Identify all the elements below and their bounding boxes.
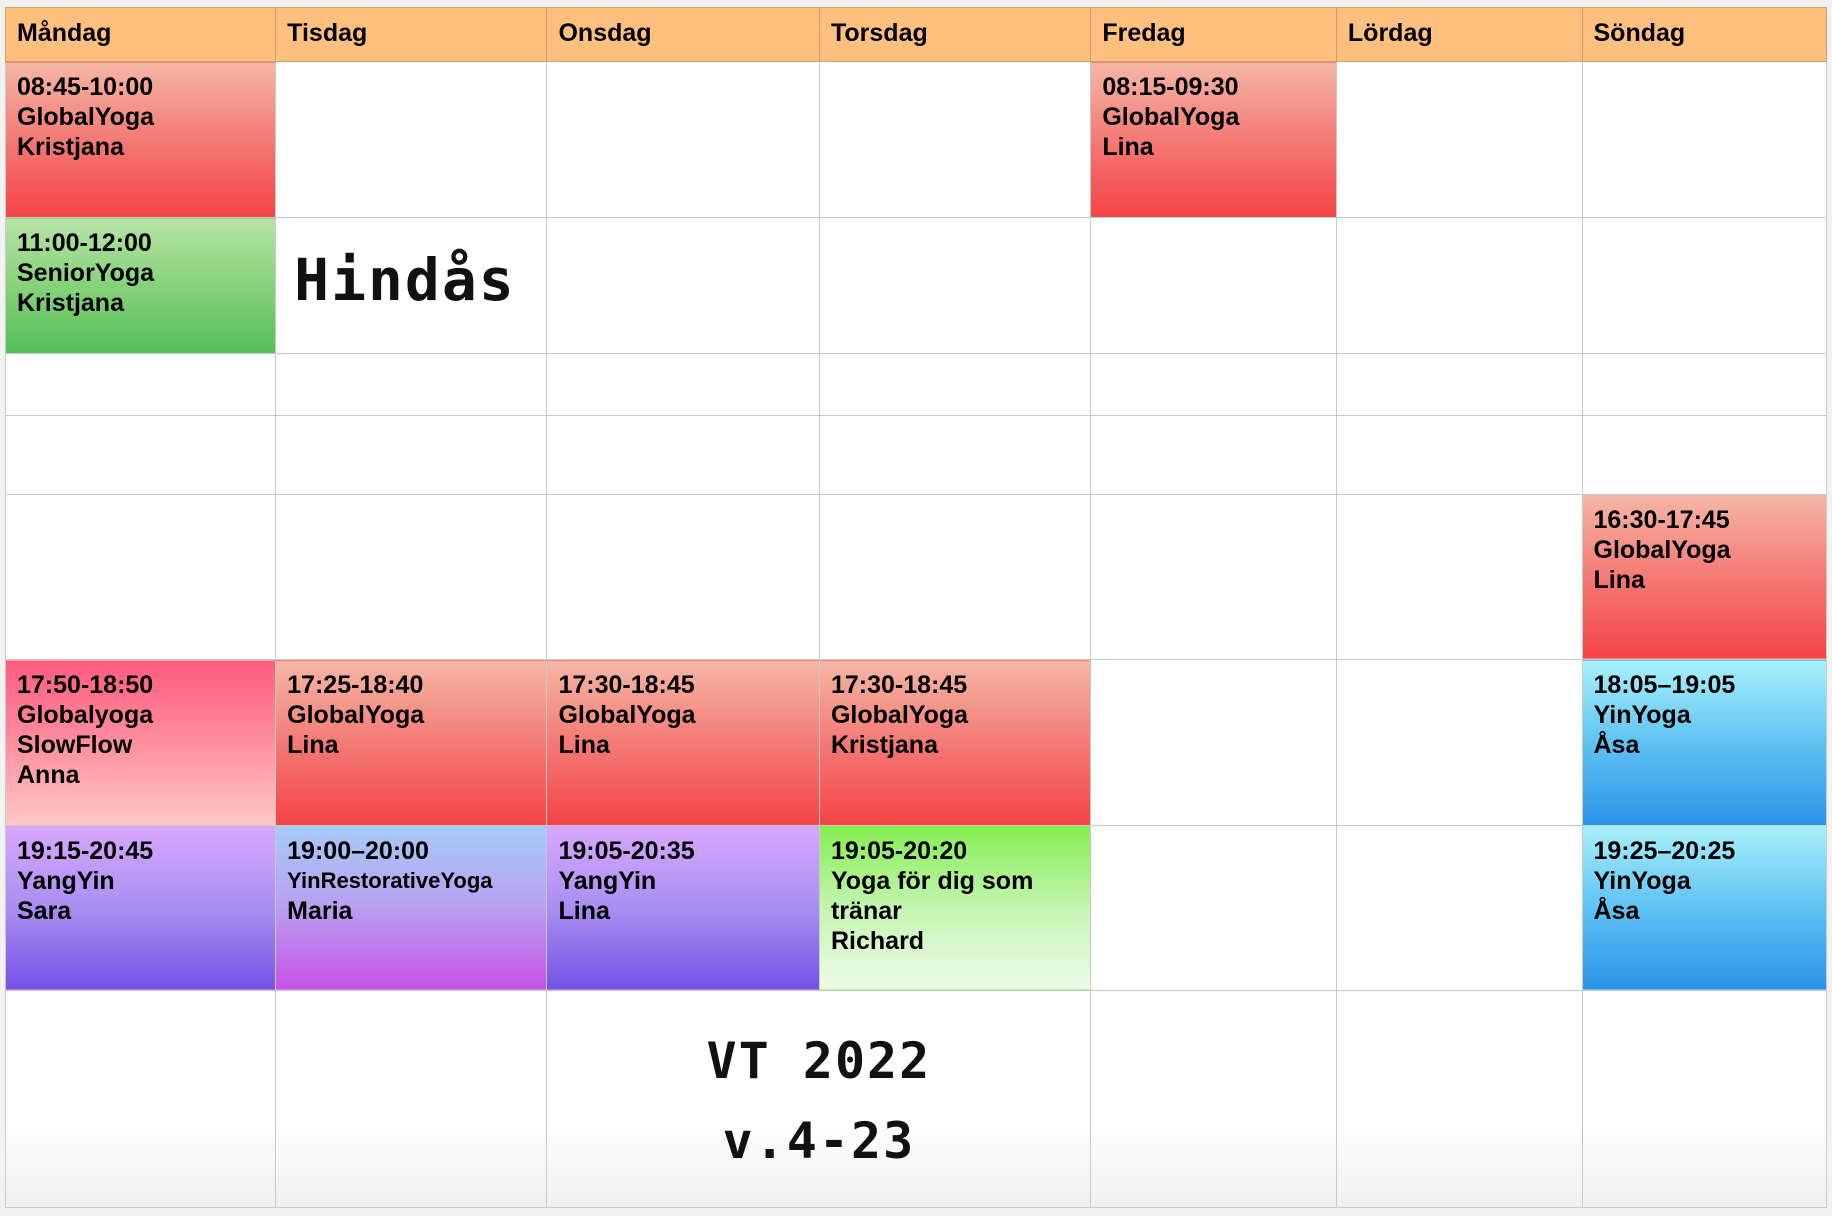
event-card <box>547 660 819 824</box>
empty-cell <box>547 494 820 659</box>
term-cell <box>547 991 1091 1208</box>
table-row <box>6 218 1827 354</box>
day-header-tuesday: Tisdag <box>276 8 547 62</box>
event-teacher: Lina <box>558 896 610 925</box>
empty-cell <box>1091 354 1337 415</box>
event-card <box>820 826 1090 990</box>
event-time: 19:05-20:35 <box>558 836 695 865</box>
empty-cell <box>819 494 1090 659</box>
empty-cell <box>6 494 276 659</box>
empty-cell <box>276 354 547 415</box>
empty-cell <box>1336 415 1582 494</box>
empty-cell <box>276 494 547 659</box>
event-time: 08:15-09:30 <box>1102 73 1239 101</box>
event-teacher: Åsa <box>1593 731 1640 760</box>
event-teacher: Kristjana <box>17 133 124 161</box>
event-teacher: Sara <box>17 896 72 925</box>
header-row <box>6 8 1827 62</box>
empty-cell <box>547 354 820 415</box>
event-name: YangYin <box>558 866 657 895</box>
event-time: 17:25-18:40 <box>287 671 424 700</box>
event-cell[interactable] <box>276 825 547 990</box>
empty-cell <box>276 415 547 494</box>
event-name-line2: tränar <box>830 896 902 925</box>
event-card <box>6 218 275 353</box>
event-cell[interactable] <box>6 825 276 990</box>
table-row <box>6 494 1827 659</box>
event-card <box>276 826 546 990</box>
event-time: 17:30-18:45 <box>558 671 695 700</box>
empty-cell <box>276 62 547 218</box>
empty-cell <box>819 218 1090 354</box>
empty-cell <box>1582 354 1827 415</box>
event-time: 08:45-10:00 <box>17 73 154 101</box>
table-row <box>6 660 1827 825</box>
event-card <box>6 62 275 217</box>
term-label <box>547 991 1090 1181</box>
event-name: SeniorYoga <box>17 259 155 288</box>
empty-cell <box>1091 991 1337 1208</box>
event-time: 19:15-20:45 <box>17 836 154 865</box>
event-name: GlobalYoga <box>830 701 969 730</box>
table-row <box>6 354 1827 415</box>
event-name-line2: SlowFlow <box>17 731 133 760</box>
event-time: 19:25–20:25 <box>1593 836 1736 865</box>
event-name: GlobalYoga <box>1593 535 1731 564</box>
event-card <box>1583 495 1827 659</box>
event-teacher: Lina <box>1102 133 1154 161</box>
event-card <box>6 660 275 824</box>
schedule-grid <box>5 7 1827 1208</box>
event-teacher: Kristjana <box>830 731 938 760</box>
empty-cell <box>1582 991 1827 1208</box>
event-time: 11:00-12:00 <box>17 229 152 258</box>
event-name: Yoga för dig som <box>830 866 1034 895</box>
day-header-friday: Fredag <box>1091 8 1337 62</box>
event-teacher: Åsa <box>1593 896 1640 925</box>
empty-cell <box>1336 660 1582 825</box>
event-cell[interactable] <box>819 660 1090 825</box>
empty-cell <box>6 991 276 1208</box>
event-card <box>547 826 819 990</box>
empty-cell <box>1336 62 1582 218</box>
event-teacher: Anna <box>17 761 80 790</box>
event-cell[interactable] <box>6 218 276 354</box>
empty-cell <box>1091 494 1337 659</box>
event-time: 19:00–20:00 <box>287 836 429 865</box>
event-teacher: Maria <box>287 896 353 925</box>
event-teacher: Lina <box>1593 565 1645 594</box>
empty-cell <box>1091 825 1337 990</box>
empty-cell <box>547 62 820 218</box>
empty-cell <box>547 218 820 354</box>
day-header-wednesday: Onsdag <box>547 8 820 62</box>
event-cell[interactable] <box>1582 494 1827 659</box>
empty-cell <box>6 415 276 494</box>
empty-cell <box>819 62 1090 218</box>
empty-cell <box>1582 62 1827 218</box>
empty-cell <box>1582 218 1827 354</box>
event-name: GlobalYoga <box>17 103 155 131</box>
day-header-saturday: Lördag <box>1336 8 1582 62</box>
event-card <box>276 660 546 824</box>
event-teacher: Richard <box>830 926 925 955</box>
empty-cell <box>1336 991 1582 1208</box>
event-name: GlobalYoga <box>1102 103 1240 131</box>
event-name: YinYoga <box>1593 866 1691 895</box>
empty-cell <box>1091 660 1337 825</box>
event-cell[interactable] <box>547 825 820 990</box>
event-time: 17:30-18:45 <box>830 671 968 700</box>
day-header-thursday: Torsdag <box>819 8 1090 62</box>
empty-cell <box>819 415 1090 494</box>
event-cell[interactable] <box>276 660 547 825</box>
event-time: 16:30-17:45 <box>1593 505 1730 534</box>
event-card <box>1091 62 1336 217</box>
event-name: YangYin <box>17 866 115 895</box>
event-card <box>1583 826 1827 990</box>
day-header-sunday: Söndag <box>1582 8 1827 62</box>
event-cell[interactable] <box>819 825 1090 990</box>
event-name: YinRestorativeYoga <box>287 867 493 893</box>
empty-cell <box>6 354 276 415</box>
event-name: GlobalYoga <box>558 701 696 730</box>
event-cell[interactable] <box>1091 62 1337 218</box>
event-card <box>820 660 1090 824</box>
empty-cell <box>1582 415 1827 494</box>
location-cell <box>276 218 547 354</box>
empty-cell <box>1091 218 1337 354</box>
event-cell[interactable] <box>1582 660 1827 825</box>
empty-cell <box>547 415 820 494</box>
empty-cell <box>1336 825 1582 990</box>
event-cell[interactable] <box>6 62 276 218</box>
event-teacher: Lina <box>558 731 610 760</box>
event-name: GlobalYoga <box>287 701 425 730</box>
table-row <box>6 991 1827 1208</box>
event-cell[interactable] <box>6 660 276 825</box>
empty-cell <box>276 991 547 1208</box>
empty-cell <box>1336 494 1582 659</box>
event-cell[interactable] <box>1582 825 1827 990</box>
event-teacher: Kristjana <box>17 289 124 318</box>
table-row <box>6 415 1827 494</box>
location-label: Hindås <box>294 246 516 315</box>
empty-cell <box>1091 415 1337 494</box>
empty-cell <box>1336 218 1582 354</box>
empty-cell <box>819 354 1090 415</box>
event-name: Globalyoga <box>17 701 154 730</box>
empty-cell <box>1336 354 1582 415</box>
day-header-monday: Måndag <box>6 8 276 62</box>
table-row <box>6 62 1827 218</box>
event-cell[interactable] <box>547 660 820 825</box>
event-time: 17:50-18:50 <box>17 671 154 700</box>
event-card <box>1583 660 1827 824</box>
event-name: YinYoga <box>1593 701 1691 730</box>
event-time: 19:05-20:20 <box>830 836 968 865</box>
event-time: 18:05–19:05 <box>1593 671 1736 700</box>
table-row <box>6 825 1827 990</box>
term-name: VT 2022 <box>706 1032 932 1091</box>
event-teacher: Lina <box>287 731 339 760</box>
term-weeks: v.4-23 <box>722 1112 916 1171</box>
event-card <box>6 826 275 990</box>
